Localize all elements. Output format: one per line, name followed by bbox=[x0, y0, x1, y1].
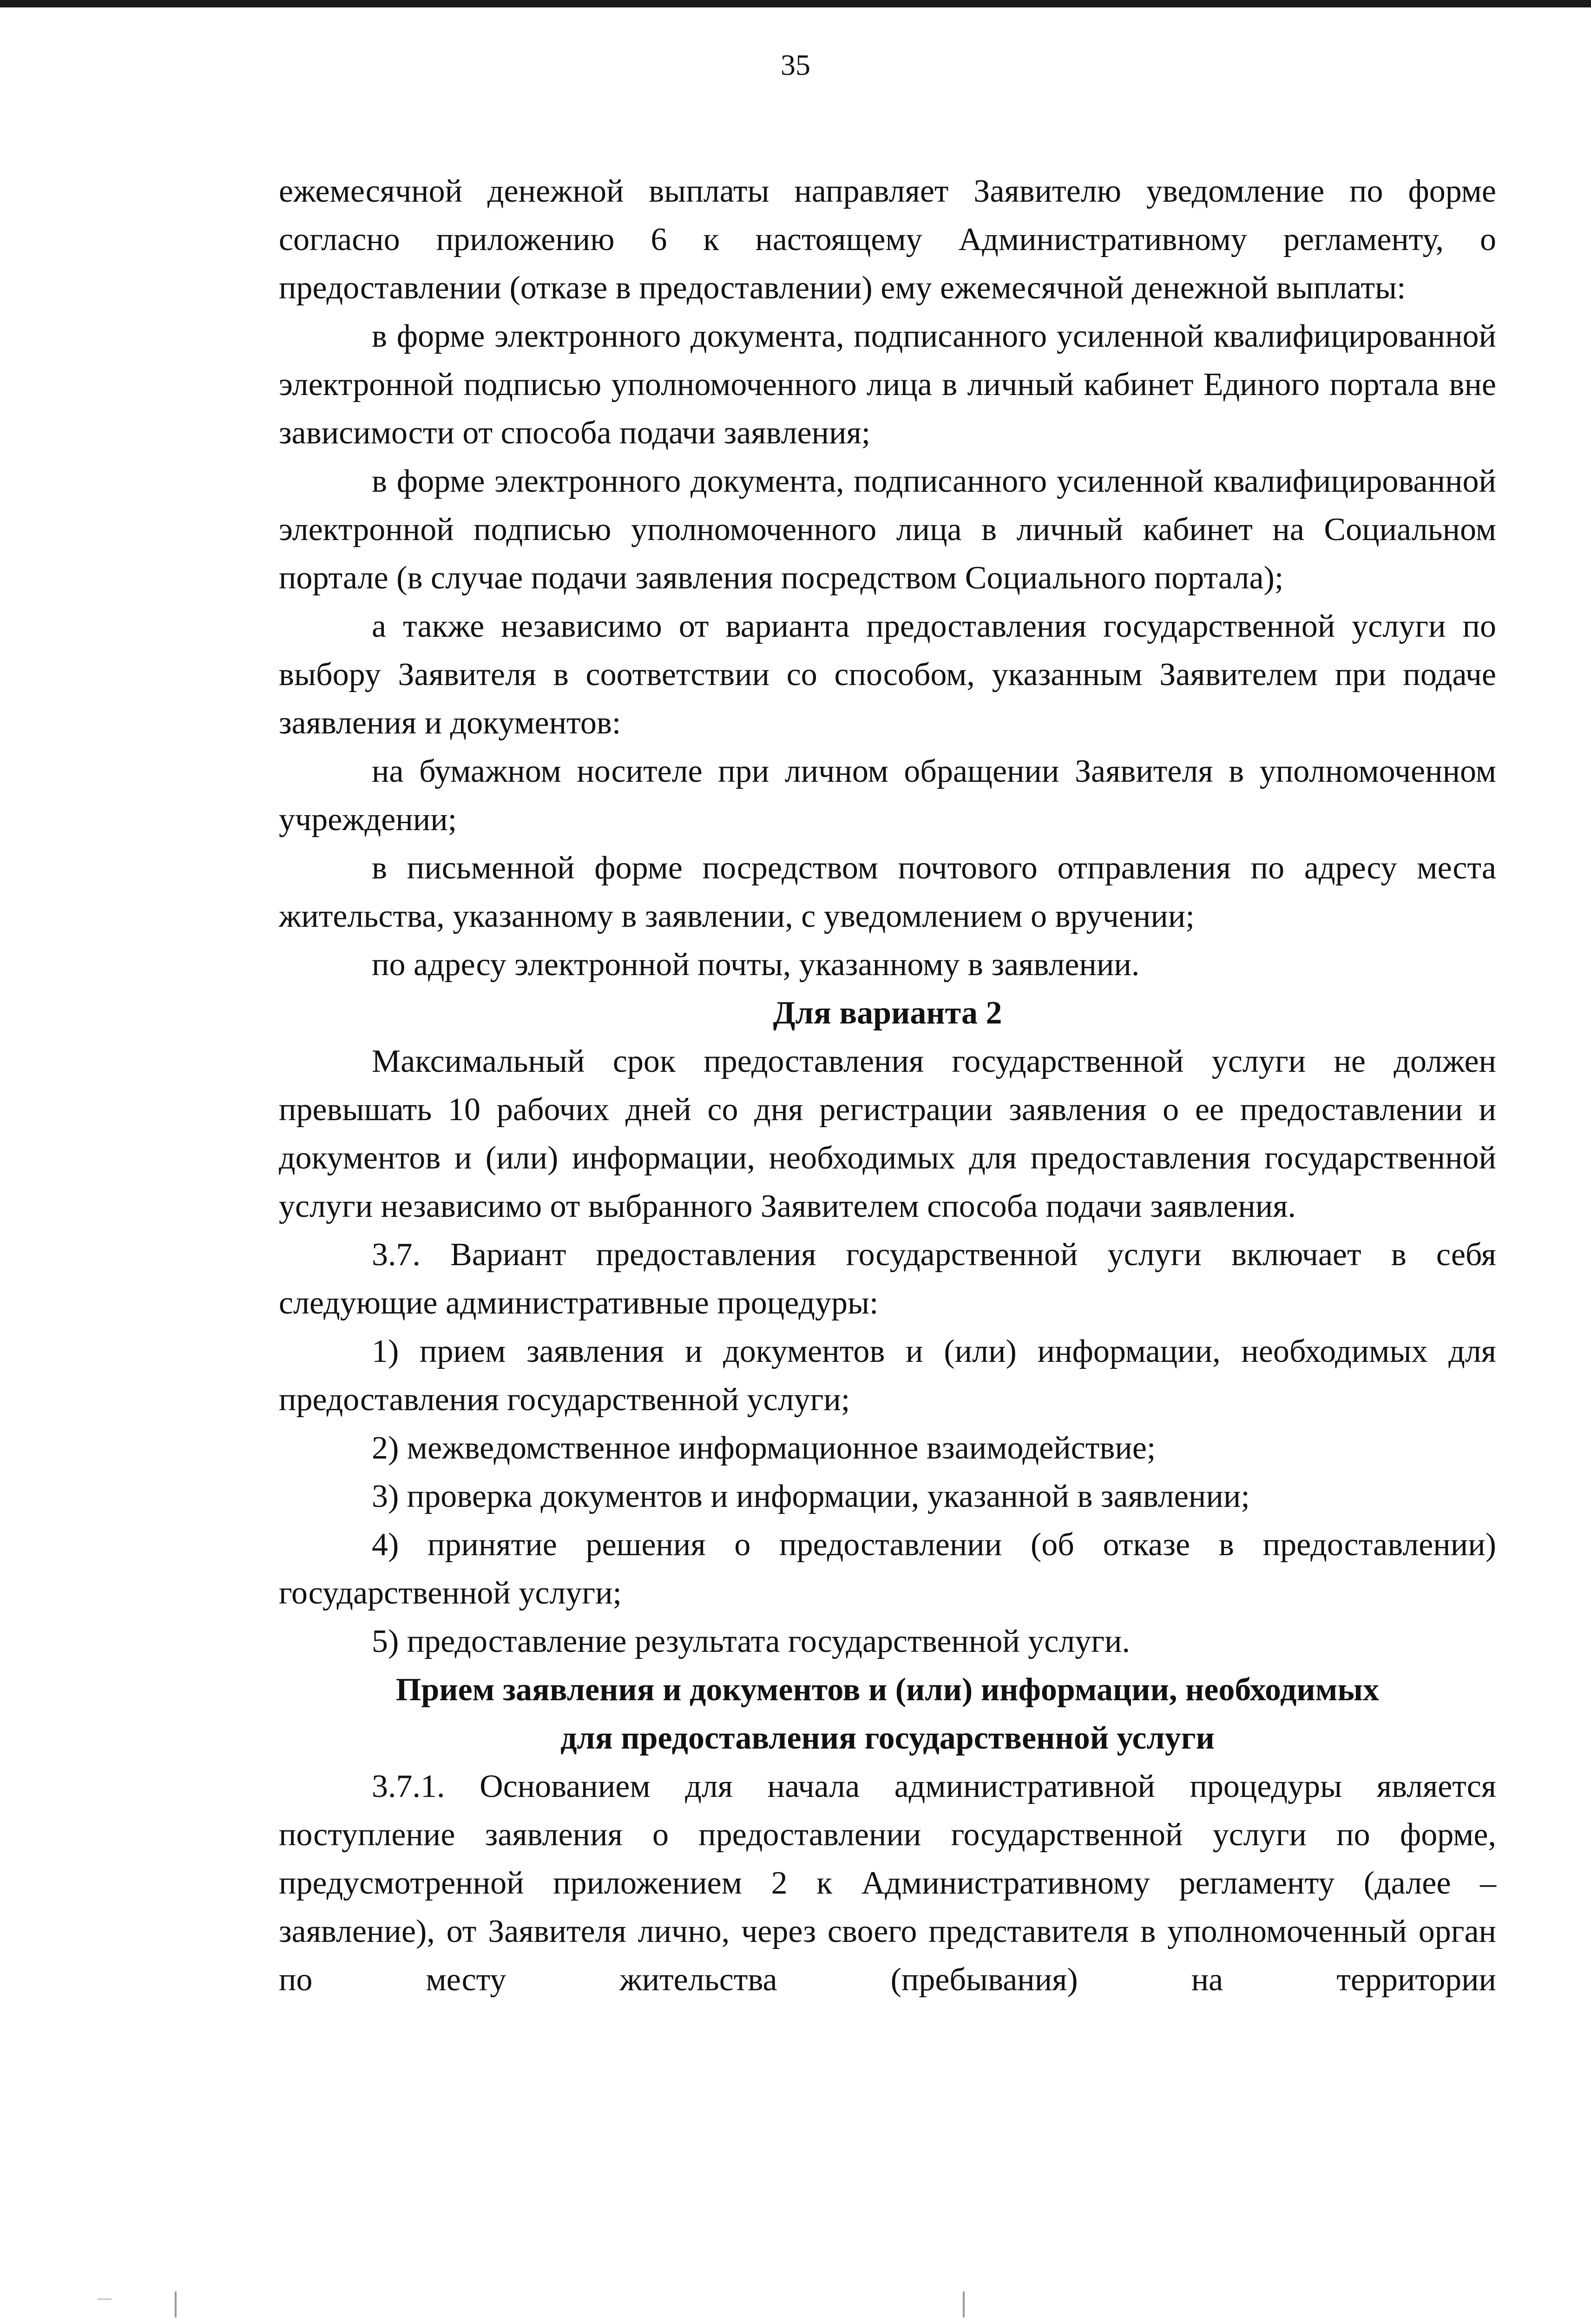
list-item-4: 4) принятие решения о предоставлении (об отказе в предоставлении) государственной услуги; bbox=[279, 1527, 1496, 1611]
heading-reception bbox=[279, 1666, 1496, 1763]
paragraph-applicant-choice: а также независимо от варианта предоставления государственной услуги по выбору Заявителя в соответствии со способом, указанным Заявителем при подаче заявления и документов: bbox=[279, 608, 1496, 741]
paragraph-electronic-unified-portal: в форме электронного документа, подписанного усиленной квалифицированной электронной подписью уполномоченного лица в личный кабинет Единого портала вне зависимости от способа подачи заявления; bbox=[279, 318, 1496, 451]
top-border bbox=[0, 0, 1591, 7]
heading-reception-line-2: для предоставления государственной услуги bbox=[560, 1720, 1215, 1756]
page-number: 35 bbox=[781, 48, 810, 81]
heading-reception-line-1: Прием заявления и документов и (или) информации, необходимых bbox=[395, 1672, 1380, 1708]
list-item-3: 3) проверка документов и информации, указанной в заявлении; bbox=[372, 1479, 1250, 1514]
list-item-1: 1) прием заявления и документов и (или) информации, необходимых для предоставления государственной услуги; bbox=[279, 1334, 1496, 1418]
paragraph-section-3-7: 3.7. Вариант предоставления государственной услуги включает в себя следующие административные процедуры: bbox=[279, 1237, 1496, 1321]
paragraph-notification: ежемесячной денежной выплаты направляет Заявителю уведомление по форме согласно приложению 6 к настоящему Административному регламенту, о предоставлении (отказе в предоставлении) ему ежемесячной денежной выплаты: bbox=[279, 173, 1496, 306]
paragraph-postal-delivery: в письменной форме посредством почтового отправления по адресу места жительства, указанному в заявлении, с уведомлением о вручении; bbox=[279, 850, 1496, 934]
paragraph-email-delivery: по адресу электронной почты, указанному в заявлении. bbox=[372, 947, 1140, 983]
paragraph-section-3-7-1: 3.7.1. Основанием для начала административной процедуры является поступление заявления о предоставлении государственной услуги по форме, предусмотренной приложением 2 к Административному регламенту (далее – заявление), от Заявителя лично, через своего представителя в уполномоченный орган по месту жительства (пребывания) на территории bbox=[279, 1769, 1496, 1998]
list-item-5: 5) предоставление результата государственной услуги. bbox=[372, 1624, 1130, 1659]
heading-variant-2-text: Для варианта 2 bbox=[773, 995, 1002, 1031]
scan-artifact-mark bbox=[175, 2291, 177, 2317]
scan-artifact-mark bbox=[963, 2291, 965, 2317]
list-item-2: 2) межведомственное информационное взаимодействие; bbox=[372, 1430, 1156, 1466]
scan-artifact-dash bbox=[98, 2298, 112, 2300]
paragraph-electronic-social-portal: в форме электронного документа, подписанного усиленной квалифицированной электронной подписью уполномоченного лица в личный кабинет на Социальном портале (в случае подачи заявления посредством Социального портала); bbox=[279, 463, 1496, 596]
heading-variant-2 bbox=[279, 989, 1496, 1037]
document-body bbox=[279, 167, 1496, 2004]
paragraph-max-term: Максимальный срок предоставления государственной услуги не должен превышать 10 рабочих дней со дня регистрации заявления о ее предоставлении и документов и (или) информации, необходимых для предоставления государственной услуги независимо от выбранного Заявителем способа подачи заявления. bbox=[279, 1043, 1496, 1224]
paragraph-paper-carrier: на бумажном носителе при личном обращении Заявителя в уполномоченном учреждении; bbox=[279, 753, 1496, 838]
